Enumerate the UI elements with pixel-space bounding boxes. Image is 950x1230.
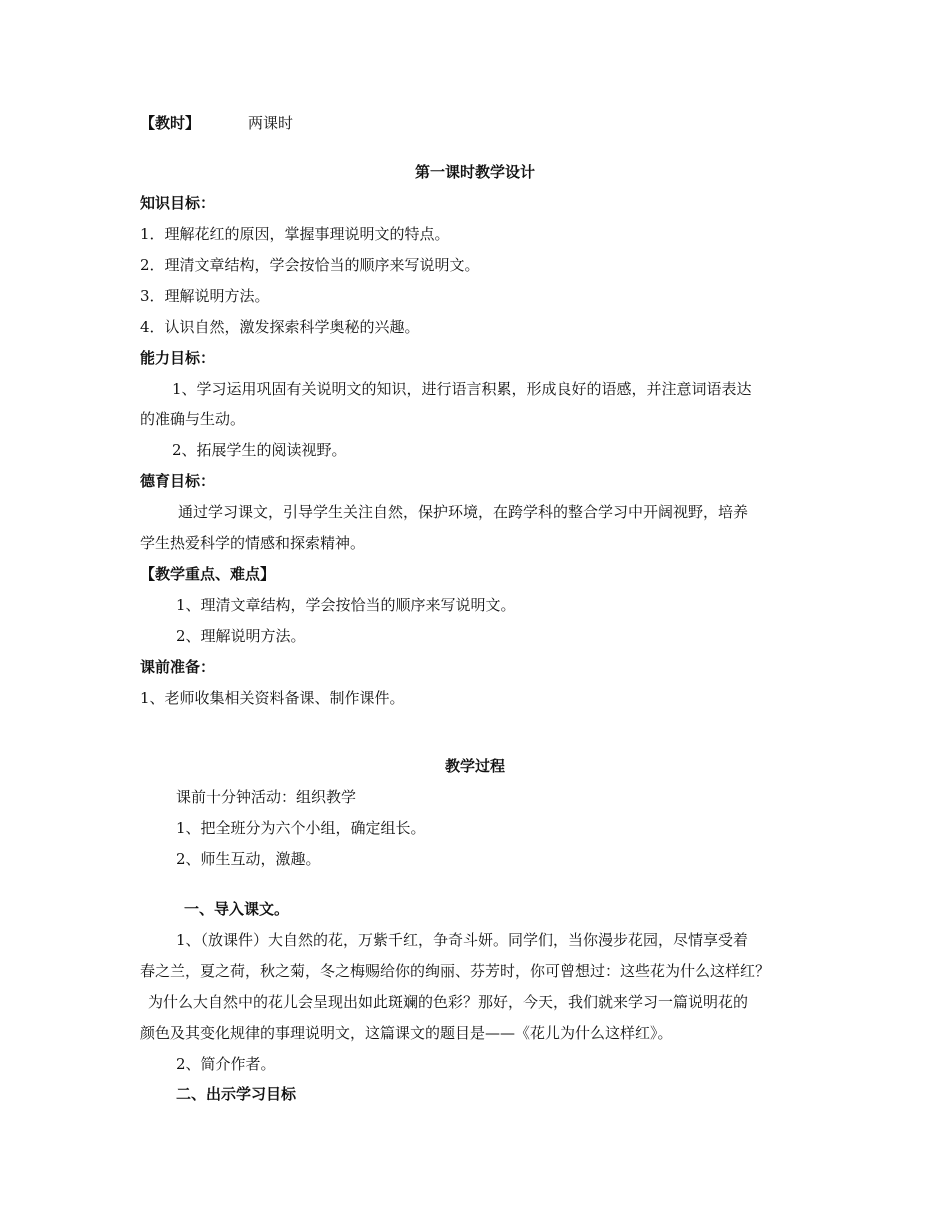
- part1-paragraph: 1、（放课件）大自然的花，万紫千红，争奇斗妍。同学们，当你漫步花园，尽情享受着: [176, 931, 749, 949]
- period-value: 两课时: [248, 114, 294, 132]
- knowledge-heading: 知识目标：: [140, 194, 216, 212]
- part1-item: 2、简介作者。: [176, 1055, 276, 1073]
- process-title: 教学过程: [444, 757, 505, 775]
- pre-activity-item: 2、师生互动，激趣。: [176, 850, 321, 868]
- part1-paragraph-continued: 颜色及其变化规律的事理说明文，这篇课文的题目是——《花儿为什么这样红》。: [140, 1024, 673, 1042]
- knowledge-item: 3．理解说明方法。: [140, 287, 270, 305]
- part2-heading: 二、出示学习目标: [176, 1085, 297, 1103]
- ability-item: 2、拓展学生的阅读视野。: [172, 441, 347, 459]
- part1-paragraph-continued: 春之兰，夏之荷，秋之菊，冬之梅赐给你的绚丽、芬芳时，你可曾想过：这些花为什么这样红？: [140, 962, 771, 980]
- ability-item: 1、学习运用巩固有关说明文的知识，进行语言积累，形成良好的语感，并注意词语表达: [172, 380, 752, 398]
- knowledge-item: 2．理清文章结构，学会按恰当的顺序来写说明文。: [140, 256, 480, 274]
- knowledge-item: 1．理解花红的原因，掌握事理说明文的特点。: [140, 225, 450, 243]
- knowledge-item: 4．认识自然，激发探索科学奥秘的兴趣。: [140, 318, 420, 336]
- ability-item-continued: 的准确与生动。: [140, 410, 246, 428]
- key-point-item: 1、理清文章结构，学会按恰当的顺序来写说明文。: [176, 596, 516, 614]
- key-point-item: 2、理解说明方法。: [176, 627, 306, 645]
- section-title: 第一课时教学设计: [414, 163, 535, 181]
- period-row: [140, 113, 293, 133]
- moral-paragraph-continued: 学生热爱科学的情感和探索精神。: [140, 534, 366, 552]
- pre-activity: 课前十分钟活动：组织教学: [176, 788, 357, 806]
- period-label: 【教时】: [140, 114, 201, 132]
- moral-paragraph: 通过学习课文，引导学生关注自然，保护环境，在跨学科的整合学习中开阔视野，培养: [178, 503, 749, 521]
- pre-activity-item: 1、把全班分为六个小组，确定组长。: [176, 819, 426, 837]
- moral-heading: 德育目标：: [140, 472, 216, 490]
- ability-heading: 能力目标：: [140, 349, 216, 367]
- prep-heading: 课前准备：: [140, 658, 216, 676]
- prep-item: 1、老师收集相关资料备课、制作课件。: [140, 689, 405, 707]
- part1-paragraph-continued: 为什么大自然中的花儿会呈现出如此斑斓的色彩？那好，今天，我们就来学习一篇说明花的: [148, 993, 749, 1011]
- key-points-heading: 【教学重点、难点】: [140, 565, 276, 583]
- part1-heading: 一、导入课文。: [184, 900, 290, 918]
